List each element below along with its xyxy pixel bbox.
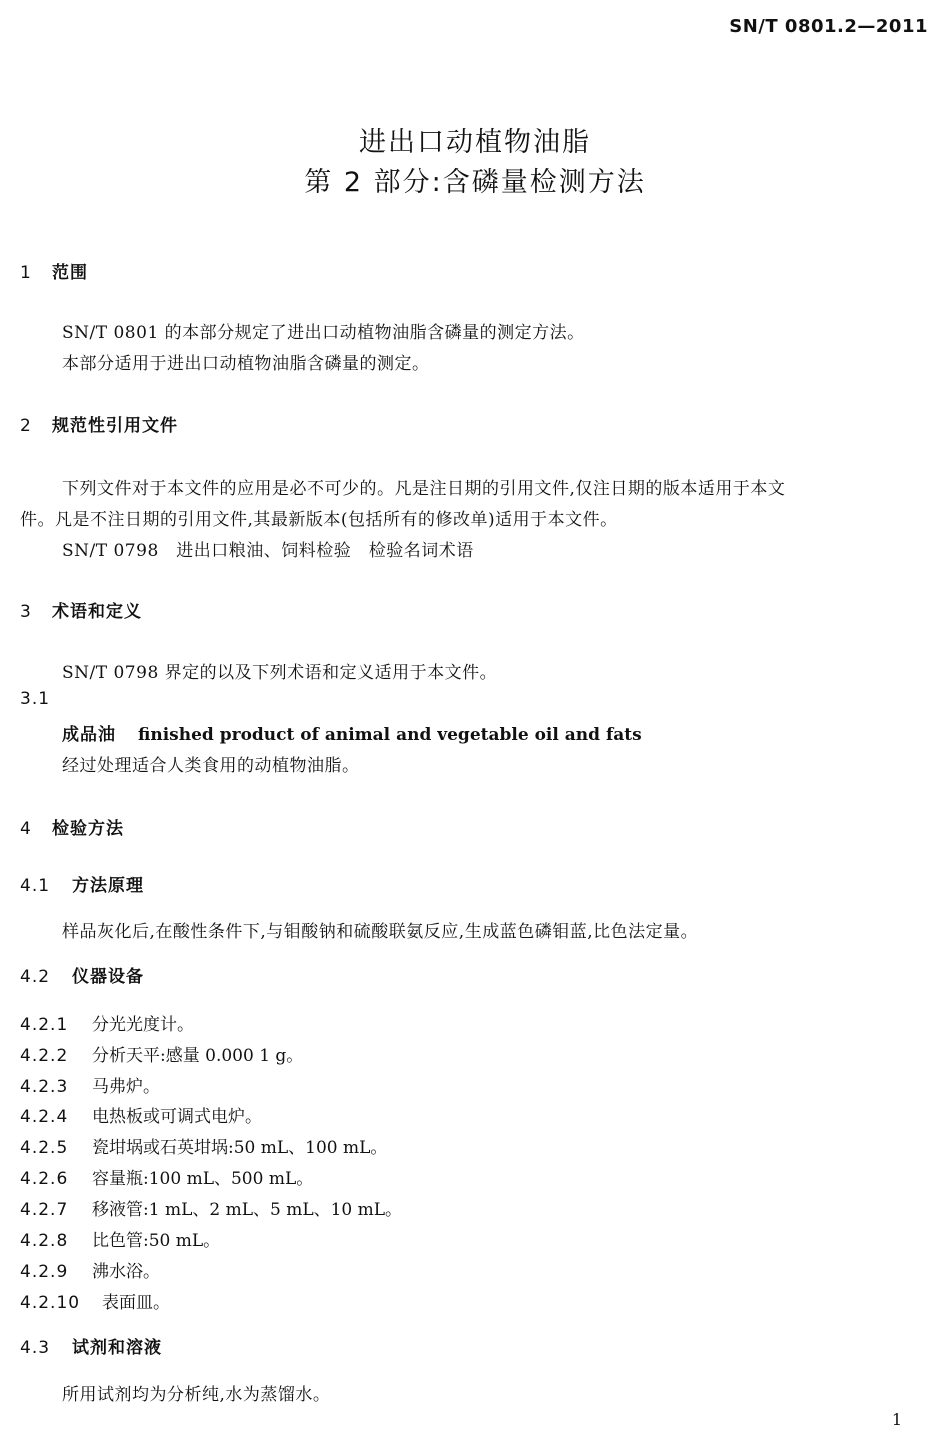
paragraph: 样品灰化后,在酸性条件下,与钼酸钠和硫酸联氨反应,生成蓝色磷钼蓝,比色法定量。: [62, 922, 699, 942]
equipment-item: [20, 1195, 402, 1220]
section-title: 规范性引用文件: [52, 416, 178, 436]
document-id-header: SN/T 0801.2—2011: [729, 16, 928, 37]
term-english: finished product of animal and vegetable oil and fats: [138, 725, 642, 745]
item-text: 瓷坩埚或石英坩埚:50 mL、100 mL。: [92, 1138, 388, 1158]
item-number: 4.2.7: [20, 1200, 69, 1220]
item-text: 电热板或可调式电炉。: [92, 1107, 262, 1127]
item-text: 马弗炉。: [92, 1077, 160, 1097]
item-text: 比色管:50 mL。: [92, 1231, 221, 1251]
item-number: 4.2.1: [20, 1015, 69, 1035]
item-text: 分析天平:感量 0.000 1 g。: [92, 1046, 304, 1066]
page-number: 1: [891, 1410, 902, 1429]
item-text: 移液管:1 mL、2 mL、5 mL、10 mL。: [92, 1200, 403, 1220]
item-text: 表面皿。: [102, 1293, 170, 1313]
normative-reference: SN/T 0798 进出口粮油、饲料检验 检验名词术语: [62, 541, 474, 561]
item-number: 4.2.6: [20, 1169, 69, 1189]
section-title: 仪器设备: [72, 967, 144, 987]
section-4-2-heading: [20, 962, 144, 987]
item-number: 4.2.2: [20, 1046, 69, 1066]
section-1-heading: [20, 258, 88, 283]
term-definition: 经过处理适合人类食用的动植物油脂。: [62, 756, 360, 776]
section-number: 3: [20, 602, 32, 622]
item-text: 分光光度计。: [92, 1015, 194, 1035]
item-number: 4.2.4: [20, 1107, 69, 1127]
section-number: 4: [20, 819, 32, 839]
paragraph: SN/T 0798 界定的以及下列术语和定义适用于本文件。: [62, 663, 498, 683]
equipment-item: [20, 1041, 303, 1066]
paragraph: SN/T 0801 的本部分规定了进出口动植物油脂含磷量的测定方法。: [62, 323, 585, 343]
paragraph: 下列文件对于本文件的应用是必不可少的。凡是注日期的引用文件,仅注日期的版本适用于本文: [62, 479, 786, 499]
paragraph: 所用试剂均为分析纯,水为蒸馏水。: [62, 1385, 331, 1405]
term-chinese: 成品油: [62, 725, 116, 745]
equipment-item: [20, 1133, 387, 1158]
item-number: 4.2.8: [20, 1231, 69, 1251]
item-text: 沸水浴。: [92, 1262, 160, 1282]
equipment-item: [20, 1072, 160, 1097]
equipment-item: [20, 1257, 160, 1282]
section-title: 术语和定义: [52, 602, 142, 622]
item-number: 4.2.10: [20, 1293, 81, 1313]
section-number: 4.3: [20, 1338, 51, 1358]
item-number: 4.2.9: [20, 1262, 69, 1282]
equipment-item: [20, 1288, 170, 1313]
item-number: 4.2.5: [20, 1138, 69, 1158]
subclause-number: 3.1: [20, 689, 51, 709]
section-4-3-heading: [20, 1333, 162, 1358]
document-title-line-2: 第 2 部分:含磷量检测方法: [304, 167, 646, 198]
section-4-heading: [20, 814, 124, 839]
paragraph-continuation: 件。凡是不注日期的引用文件,其最新版本(包括所有的修改单)适用于本文件。: [20, 510, 618, 530]
document-title-line-1: 进出口动植物油脂: [359, 127, 591, 158]
section-title: 方法原理: [72, 876, 144, 896]
equipment-item: [20, 1102, 262, 1127]
section-title: 范围: [52, 263, 88, 283]
item-number: 4.2.3: [20, 1077, 69, 1097]
section-title: 试剂和溶液: [72, 1338, 162, 1358]
equipment-item: [20, 1010, 194, 1035]
term-entry: [62, 720, 642, 745]
paragraph: 本部分适用于进出口动植物油脂含磷量的测定。: [62, 354, 430, 374]
equipment-item: [20, 1164, 313, 1189]
item-text: 容量瓶:100 mL、500 mL。: [92, 1169, 314, 1189]
equipment-item: [20, 1226, 220, 1251]
section-3-heading: [20, 597, 142, 622]
section-2-heading: [20, 411, 178, 436]
section-number: 4.1: [20, 876, 51, 896]
section-number: 4.2: [20, 967, 51, 987]
section-4-1-heading: [20, 871, 144, 896]
section-number: 2: [20, 416, 32, 436]
section-number: 1: [20, 263, 32, 283]
section-title: 检验方法: [52, 819, 124, 839]
